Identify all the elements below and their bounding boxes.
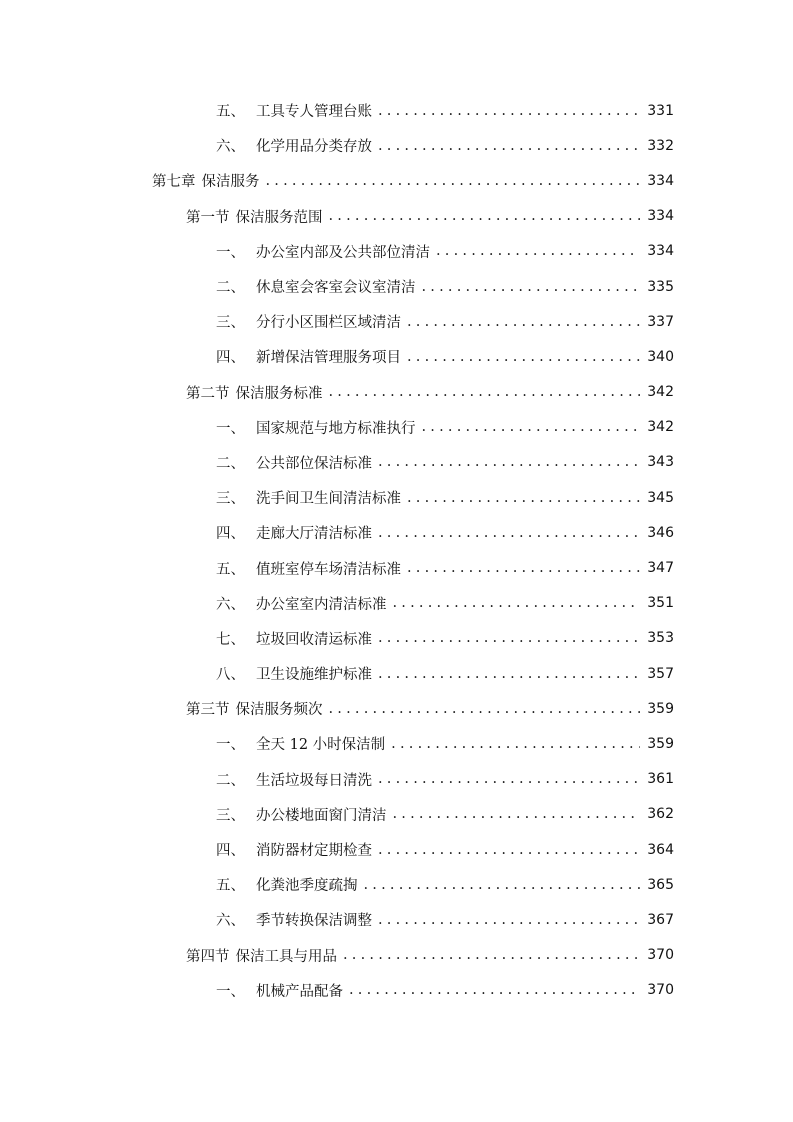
toc-entry-title: 保洁工具与用品 [235, 948, 337, 965]
toc-entry-page-number: 359 [647, 735, 674, 752]
toc-entry[interactable] [0, 375, 793, 410]
toc-entry-title: 办公室室内清洁标准 [256, 596, 387, 613]
toc-entry-number: 七、 [216, 631, 245, 648]
toc-entry[interactable] [0, 586, 793, 621]
toc-entry-title: 走廊大厅清洁标准 [256, 526, 372, 543]
toc-entry-number: 六、 [216, 913, 245, 930]
dot-leader [378, 138, 640, 154]
dot-leader [378, 842, 640, 858]
toc-entry-page-number: 334 [647, 172, 674, 189]
toc-entry-number: 五、 [216, 104, 245, 121]
dot-leader [378, 912, 640, 928]
toc-entry[interactable] [0, 973, 793, 1008]
toc-entry-title: 办公室内部及公共部位清洁 [256, 244, 430, 261]
dot-leader [407, 560, 640, 576]
toc-entry-number: 四、 [216, 843, 245, 860]
toc-entry-page-number: 334 [647, 208, 674, 225]
dot-leader [329, 701, 641, 717]
toc-entry-page-number: 343 [647, 454, 674, 471]
dot-leader [393, 595, 641, 611]
toc-entry[interactable] [0, 515, 793, 550]
toc-entry[interactable] [0, 902, 793, 937]
toc-entry-page-number: 370 [647, 947, 674, 964]
toc-entry-page-number: 342 [647, 384, 674, 401]
dot-leader [407, 314, 640, 330]
toc-entry-number: 二、 [216, 772, 245, 789]
toc-entry[interactable] [0, 304, 793, 339]
dot-leader [378, 630, 640, 646]
toc-entry-page-number: 357 [647, 665, 674, 682]
dot-leader [407, 349, 640, 365]
table-of-contents [0, 93, 793, 1008]
dot-leader [378, 771, 640, 787]
toc-entry-page-number: 364 [647, 841, 674, 858]
toc-entry-title: 值班室停车场清洁标准 [256, 561, 401, 578]
dot-leader [364, 877, 641, 893]
toc-entry-page-number: 334 [647, 243, 674, 260]
toc-entry-title: 国家规范与地方标准执行 [256, 420, 416, 437]
toc-entry-title: 化学用品分类存放 [256, 139, 372, 156]
toc-entry[interactable] [0, 234, 793, 269]
toc-entry[interactable] [0, 691, 793, 726]
toc-entry-number: 一、 [216, 420, 245, 437]
toc-entry-page-number: 345 [647, 489, 674, 506]
toc-entry-title: 保洁服务标准 [235, 385, 323, 402]
toc-entry-title: 机械产品配备 [256, 983, 343, 1000]
toc-entry-number: 一、 [216, 244, 245, 261]
toc-entry[interactable] [0, 269, 793, 304]
toc-entry[interactable] [0, 867, 793, 902]
toc-entry[interactable] [0, 128, 793, 163]
dot-leader [378, 666, 640, 682]
toc-entry-page-number: 367 [647, 911, 674, 928]
toc-entry[interactable] [0, 726, 793, 761]
toc-entry-title: 保洁服务 [201, 174, 260, 191]
toc-entry-number: 二、 [216, 455, 245, 472]
toc-entry-number: 四、 [216, 350, 245, 367]
toc-entry-title: 分行小区围栏区域清洁 [256, 315, 401, 332]
toc-entry-page-number: 335 [647, 278, 674, 295]
toc-entry-title: 办公楼地面窗门清洁 [256, 807, 387, 824]
toc-entry-number: 第七章 [152, 174, 196, 191]
toc-entry-page-number: 340 [647, 348, 674, 365]
dot-leader [378, 103, 640, 119]
toc-entry[interactable] [0, 832, 793, 867]
toc-entry-number: 一、 [216, 737, 245, 754]
toc-entry[interactable] [0, 550, 793, 585]
dot-leader [422, 279, 641, 295]
toc-entry-title: 保洁服务频次 [235, 702, 323, 719]
toc-entry-number: 第一节 [186, 209, 230, 226]
toc-entry[interactable] [0, 938, 793, 973]
toc-entry[interactable] [0, 199, 793, 234]
toc-entry-title: 卫生设施维护标准 [256, 667, 372, 684]
toc-entry-title: 季节转换保洁调整 [256, 913, 372, 930]
toc-entry-page-number: 346 [647, 524, 674, 541]
toc-entry-number: 六、 [216, 596, 245, 613]
toc-entry-number: 三、 [216, 807, 245, 824]
toc-entry-page-number: 362 [647, 806, 674, 823]
toc-entry-number: 一、 [216, 983, 245, 1000]
toc-entry-title: 公共部位保洁标准 [256, 455, 372, 472]
toc-entry-title: 全天 12 小时保洁制 [256, 737, 386, 754]
toc-entry-title: 消防器材定期检查 [256, 843, 372, 860]
toc-entry-title: 生活垃圾每日清洗 [256, 772, 372, 789]
toc-entry-page-number: 353 [647, 630, 674, 647]
dot-leader [393, 806, 641, 822]
toc-entry-page-number: 332 [647, 137, 674, 154]
toc-entry-number: 第四节 [186, 948, 230, 965]
toc-entry[interactable] [0, 762, 793, 797]
dot-leader [329, 384, 641, 400]
toc-entry-number: 四、 [216, 526, 245, 543]
toc-entry-number: 五、 [216, 561, 245, 578]
toc-entry[interactable] [0, 93, 793, 128]
dot-leader [343, 947, 640, 963]
toc-entry[interactable] [0, 445, 793, 480]
toc-entry[interactable] [0, 163, 793, 198]
toc-entry-number: 第三节 [186, 702, 230, 719]
toc-entry-page-number: 365 [647, 876, 674, 893]
dot-leader [329, 208, 641, 224]
toc-entry-page-number: 347 [647, 560, 674, 577]
toc-entry-number: 三、 [216, 491, 245, 508]
toc-entry-number: 第二节 [186, 385, 230, 402]
dot-leader [422, 419, 641, 435]
dot-leader [407, 490, 640, 506]
dot-leader [391, 736, 640, 752]
toc-entry-page-number: 331 [647, 102, 674, 119]
toc-entry[interactable] [0, 480, 793, 515]
toc-entry-number: 三、 [216, 315, 245, 332]
dot-leader [266, 173, 641, 189]
toc-entry-number: 六、 [216, 139, 245, 156]
toc-entry-number: 八、 [216, 667, 245, 684]
toc-entry[interactable] [0, 621, 793, 656]
toc-entry-page-number: 359 [647, 700, 674, 717]
toc-entry-title: 新增保洁管理服务项目 [256, 350, 401, 367]
toc-entry-title: 保洁服务范围 [235, 209, 323, 226]
toc-entry-page-number: 370 [647, 982, 674, 999]
toc-entry-page-number: 342 [647, 419, 674, 436]
toc-entry[interactable] [0, 339, 793, 374]
dot-leader [378, 525, 640, 541]
dot-leader [436, 243, 640, 259]
dot-leader [378, 454, 640, 470]
toc-entry-title: 工具专人管理台账 [256, 104, 372, 121]
toc-entry-page-number: 351 [647, 595, 674, 612]
toc-entry-page-number: 361 [647, 771, 674, 788]
toc-entry[interactable] [0, 797, 793, 832]
toc-entry-title: 洗手间卫生间清洁标准 [256, 491, 401, 508]
toc-entry-title: 休息室会客室会议室清洁 [256, 280, 416, 297]
toc-entry-title: 化粪池季度疏掏 [256, 878, 358, 895]
toc-entry-title: 垃圾回收清运标准 [256, 631, 372, 648]
toc-entry-page-number: 337 [647, 313, 674, 330]
toc-entry[interactable] [0, 656, 793, 691]
toc-entry[interactable] [0, 410, 793, 445]
toc-entry-number: 二、 [216, 280, 245, 297]
dot-leader [349, 982, 640, 998]
toc-entry-number: 五、 [216, 878, 245, 895]
